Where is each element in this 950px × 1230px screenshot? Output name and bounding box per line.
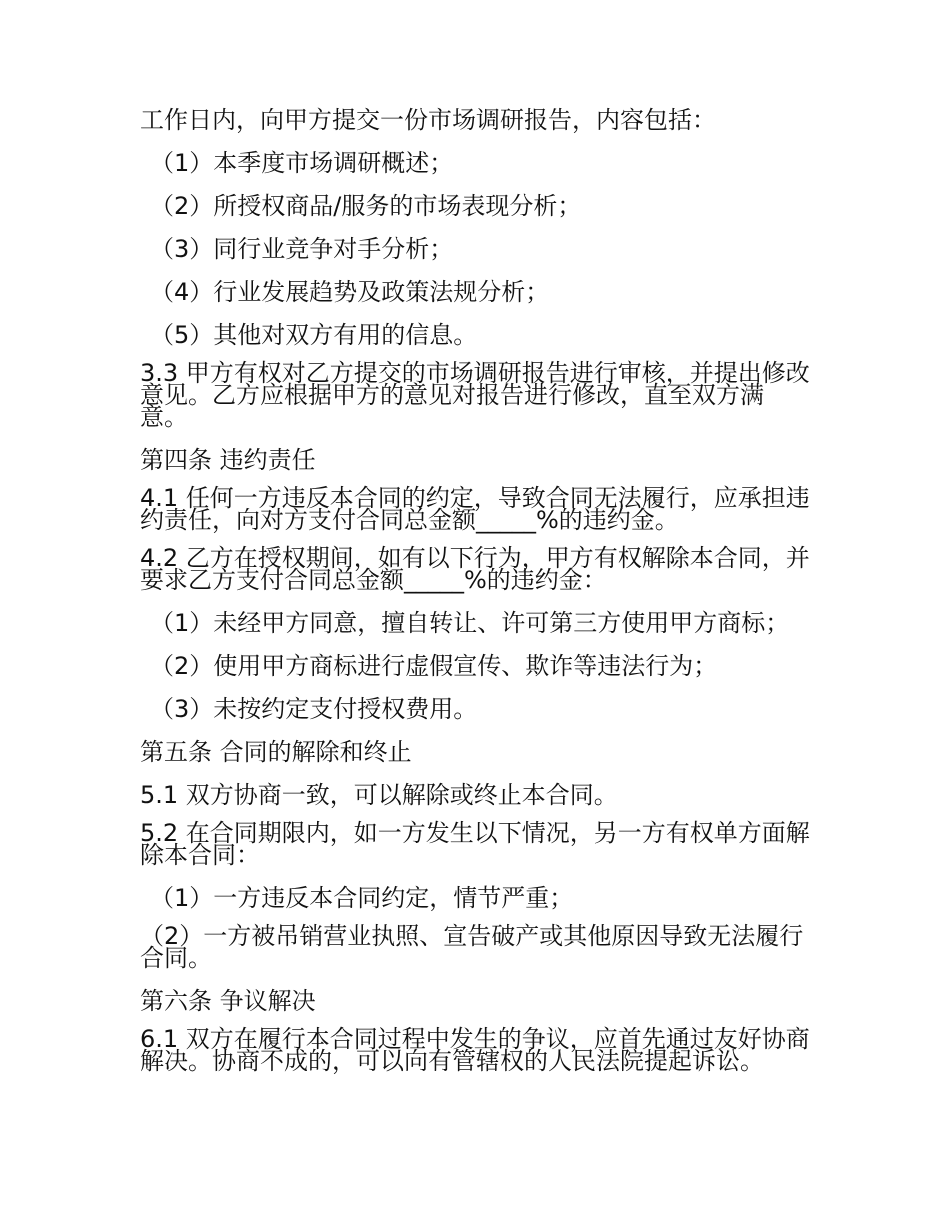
section-heading-5: 第五条 合同的解除和终止 bbox=[140, 738, 412, 766]
list-item: （1）一方违反本合同约定，情节严重； bbox=[150, 884, 574, 912]
list-item: （3）未按约定支付授权费用。 bbox=[150, 695, 478, 723]
list-item: （1）本季度市场调研概述； bbox=[150, 149, 454, 177]
clause-4-1: 4.1 任何一方违反本合同的约定，导致合同无法履行，应承担违约责任，向对方支付合同总金额_____%的违约金。 bbox=[140, 484, 810, 534]
paragraph-report-intro: 工作日内，向甲方提交一份市场调研报告，内容包括： bbox=[140, 106, 716, 134]
clause-6-1: 6.1 双方在履行本合同过程中发生的争议，应首先通过友好协商解决。协商不成的，可以向有管辖权的人民法院提起诉讼。 bbox=[140, 1025, 810, 1075]
section-heading-4: 第四条 违约责任 bbox=[140, 446, 316, 474]
list-item: （4）行业发展趋势及政策法规分析； bbox=[150, 278, 550, 306]
section-heading-6: 第六条 争议解决 bbox=[140, 987, 316, 1015]
clause-5-1: 5.1 双方协商一致，可以解除或终止本合同。 bbox=[140, 781, 618, 809]
list-item: （2）使用甲方商标进行虚假宣传、欺诈等违法行为； bbox=[150, 652, 718, 680]
clause-3-3: 3.3 甲方有权对乙方提交的市场调研报告进行审核，并提出修改意见。乙方应根据甲方的意见对报告进行修改，直至双方满意。 bbox=[140, 359, 810, 431]
document-body bbox=[140, 104, 810, 1088]
clause-5-2: 5.2 在合同期限内，如一方发生以下情况，另一方有权单方面解除本合同： bbox=[140, 819, 810, 869]
list-item: （2）一方被吊销营业执照、宣告破产或其他原因导致无法履行合同。 bbox=[140, 922, 804, 972]
list-item: （1）未经甲方同意，擅自转让、许可第三方使用甲方商标； bbox=[150, 609, 790, 637]
list-item: （2）所授权商品/服务的市场表现分析； bbox=[150, 192, 582, 220]
list-item: （5）其他对双方有用的信息。 bbox=[150, 321, 478, 349]
list-item: （3）同行业竞争对手分析； bbox=[150, 235, 454, 263]
clause-4-2: 4.2 乙方在授权期间，如有以下行为，甲方有权解除本合同，并要求乙方支付合同总金额_____%的违约金： bbox=[140, 544, 810, 594]
